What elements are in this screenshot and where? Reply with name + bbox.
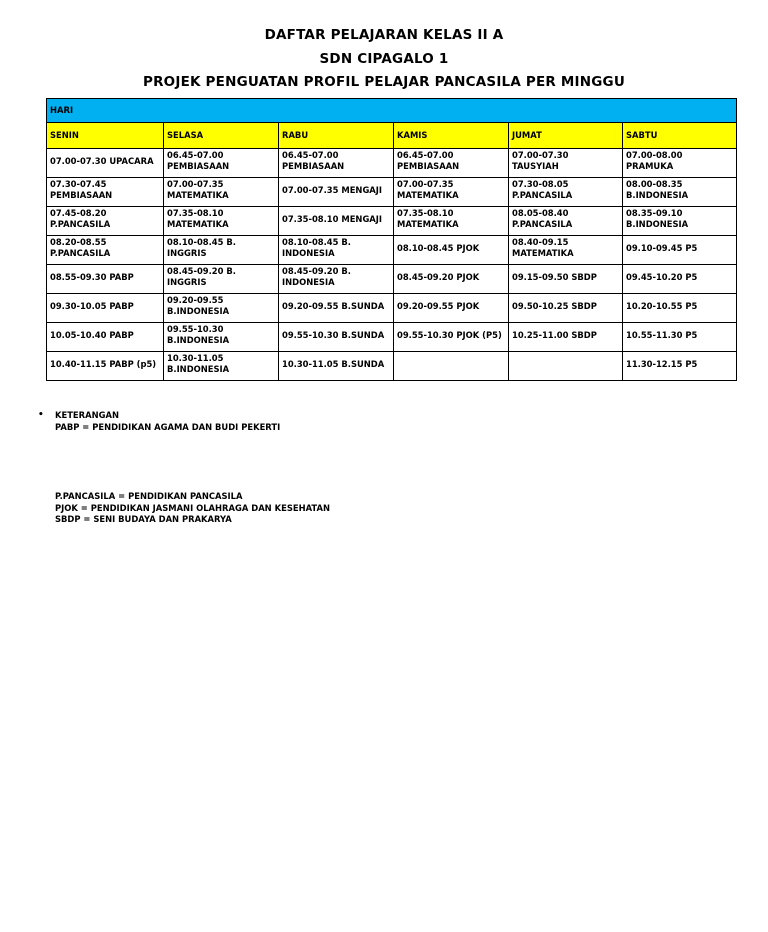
schedule-cell-text: 08.40-09.15 MATEMATIKA — [512, 237, 574, 258]
schedule-cell — [394, 149, 509, 178]
notes-heading-line — [38, 410, 330, 422]
day-header-senin: SENIN — [47, 123, 164, 149]
schedule-cell — [509, 323, 623, 352]
hari-header-cell: HARI — [47, 99, 737, 123]
schedule-cell-text: 08.10-08.45 B. INGGRIS — [167, 237, 236, 258]
schedule-cell-text: 07.35-08.10 MATEMATIKA — [397, 208, 459, 229]
day-header-rabu: RABU — [279, 123, 394, 149]
schedule-cell-text: 09.55-10.30 PJOK (P5) — [397, 329, 502, 340]
notes-section — [38, 410, 330, 526]
schedule-cell-text: 07.35-08.10 MATEMATIKA — [167, 208, 229, 229]
schedule-cell-text: 10.25-11.00 SBDP — [512, 329, 597, 340]
schedule-cell — [47, 178, 164, 207]
schedule-cell-text: 06.45-07.00 PEMBIASAAN — [282, 150, 345, 171]
bullet-icon: • — [38, 410, 44, 420]
schedule-cell — [279, 294, 394, 323]
schedule-cell-text: 07.30-07.45 PEMBIASAAN — [50, 179, 113, 200]
schedule-cell-text: 08.10-08.45 B. INDONESIA — [282, 237, 351, 258]
note-pjok: PJOK = PENDIDIKAN JASMANI OLAHRAGA DAN KESEHATAN — [55, 502, 330, 513]
schedule-cell — [509, 294, 623, 323]
schedule-cell — [509, 236, 623, 265]
schedule-cell — [47, 207, 164, 236]
schedule-cell-text: 07.45-08.20 P.PANCASILA — [50, 208, 111, 229]
schedule-cell-text: 08.45-09.20 B. INDONESIA — [282, 266, 351, 287]
schedule-cell — [47, 323, 164, 352]
schedule-cell-text: 07.00-07.35 MATEMATIKA — [167, 179, 229, 200]
schedule-cell — [509, 265, 623, 294]
table-row — [47, 207, 737, 236]
schedule-cell — [279, 207, 394, 236]
note-pancasila: P.PANCASILA = PENDIDIKAN PANCASILA — [55, 491, 243, 501]
table-row — [47, 178, 737, 207]
schedule-cell-text: 06.45-07.00 PEMBIASAAN — [167, 150, 230, 171]
schedule-cell — [164, 236, 279, 265]
day-header-sabtu: SABTU — [623, 123, 737, 149]
schedule-cell — [164, 352, 279, 381]
schedule-cell-text: 09.20-09.55 PJOK — [397, 300, 480, 311]
schedule-table — [46, 98, 737, 381]
schedule-cell-text: 08.45-09.20 PJOK — [397, 271, 480, 282]
day-header-jumat: JUMAT — [509, 123, 623, 149]
schedule-cell — [164, 149, 279, 178]
schedule-cell-text: 11.30-12.15 P5 — [626, 358, 698, 369]
schedule-cell-text: 08.55-09.30 PABP — [50, 271, 134, 282]
schedule-cell — [394, 207, 509, 236]
table-row — [47, 323, 737, 352]
schedule-cell — [394, 294, 509, 323]
schedule-cell-text: 09.20-09.55 B.SUNDA — [282, 300, 385, 311]
schedule-cell-text: 07.00-07.35 MENGAJI — [282, 184, 383, 195]
schedule-cell-text: 09.55-10.30 B.SUNDA — [282, 329, 385, 340]
schedule-cell-text: 09.45-10.20 P5 — [626, 271, 698, 282]
schedule-cell — [47, 236, 164, 265]
schedule-cell — [394, 236, 509, 265]
schedule-cell — [47, 352, 164, 381]
schedule-cell — [623, 352, 737, 381]
title-line-3: PROJEK PENGUATAN PROFIL PELAJAR PANCASILA PER MINGGU — [142, 74, 625, 90]
schedule-cell — [623, 236, 737, 265]
schedule-cell-text: 08.45-09.20 B. INGGRIS — [167, 266, 236, 287]
schedule-cell — [623, 149, 737, 178]
schedule-cell — [623, 178, 737, 207]
schedule-cell — [394, 265, 509, 294]
schedule-cell-text: 08.35-09.10 B.INDONESIA — [626, 208, 689, 229]
schedule-cell-text: 10.40-11.15 PABP (p5) — [50, 358, 157, 369]
note-sbdp: SBDP = SENI BUDAYA DAN PRAKARYA — [55, 514, 232, 524]
schedule-cell — [279, 323, 394, 352]
schedule-cell-text: 10.05-10.40 PABP — [50, 329, 134, 340]
note-pabp: PABP = PENDIDIKAN AGAMA DAN BUDI PEKERTI — [55, 421, 281, 432]
schedule-cell — [623, 207, 737, 236]
schedule-cell — [164, 207, 279, 236]
schedule-cell — [279, 149, 394, 178]
schedule-cell-text: 08.20-08.55 P.PANCASILA — [50, 237, 111, 258]
schedule-cell-text: 09.55-10.30 B.INDONESIA — [167, 324, 230, 345]
table-row — [47, 149, 737, 178]
schedule-cell — [47, 294, 164, 323]
schedule-cell-text: 07.00-08.00 PRAMUKA — [626, 150, 683, 171]
schedule-cell-text: 09.50-10.25 SBDP — [512, 300, 597, 311]
schedule-cell-text: 07.35-08.10 MENGAJI — [282, 213, 383, 224]
schedule-cell-text: 10.20-10.55 P5 — [626, 300, 698, 311]
schedule-cell — [394, 323, 509, 352]
schedule-cell-text: 07.00-07.30 UPACARA — [50, 155, 154, 166]
schedule-cell-text: 10.30-11.05 B.SUNDA — [282, 358, 385, 369]
schedule-cell — [279, 352, 394, 381]
schedule-cell-text: 08.05-08.40 P.PANCASILA — [512, 208, 573, 229]
schedule-cell-text: 09.15-09.50 SBDP — [512, 271, 597, 282]
notes-spacer — [38, 433, 330, 491]
schedule-cell-text: 07.00-07.35 MATEMATIKA — [397, 179, 459, 200]
schedule-cell-text: 10.30-11.05 B.INDONESIA — [167, 353, 230, 374]
schedule-cell-text: 07.30-08.05 P.PANCASILA — [512, 179, 573, 200]
notes-heading: KETERANGAN — [55, 410, 119, 420]
schedule-cell — [279, 265, 394, 294]
schedule-cell-text: 09.20-09.55 B.INDONESIA — [167, 295, 230, 316]
schedule-cell — [279, 236, 394, 265]
schedule-cell — [47, 265, 164, 294]
schedule-cell — [164, 294, 279, 323]
schedule-cell — [164, 178, 279, 207]
title-line-2: SDN CIPAGALO 1 — [319, 50, 449, 67]
table-row — [47, 352, 737, 381]
schedule-cell — [623, 294, 737, 323]
schedule-cell — [623, 323, 737, 352]
schedule-cell-text: 09.10-09.45 P5 — [626, 242, 698, 253]
schedule-cell — [164, 265, 279, 294]
schedule-cell — [279, 178, 394, 207]
schedule-cell-text: 08.10-08.45 PJOK — [397, 242, 480, 253]
document-title-block — [0, 26, 768, 97]
schedule-cell — [509, 178, 623, 207]
schedule-cell — [509, 149, 623, 178]
schedule-cell-text: 06.45-07.00 PEMBIASAAN — [397, 150, 460, 171]
hari-header-row — [47, 99, 737, 123]
schedule-cell — [394, 178, 509, 207]
schedule-cell-text: 08.00-08.35 B.INDONESIA — [626, 179, 689, 200]
day-header-row — [47, 123, 737, 149]
schedule-cell-text: 09.30-10.05 PABP — [50, 300, 134, 311]
schedule-cell — [509, 207, 623, 236]
table-row — [47, 294, 737, 323]
schedule-cell — [394, 352, 509, 381]
schedule-cell-text: 10.55-11.30 P5 — [626, 329, 698, 340]
schedule-cell — [164, 323, 279, 352]
table-row — [47, 236, 737, 265]
table-row — [47, 265, 737, 294]
schedule-cell — [47, 149, 164, 178]
day-header-selasa: SELASA — [164, 123, 279, 149]
schedule-cell — [623, 265, 737, 294]
schedule-cell — [509, 352, 623, 381]
day-header-kamis: KAMIS — [394, 123, 509, 149]
title-line-1: DAFTAR PELAJARAN KELAS II A — [264, 27, 504, 43]
schedule-cell-text: 07.00-07.30 TAUSYIAH — [512, 150, 569, 171]
